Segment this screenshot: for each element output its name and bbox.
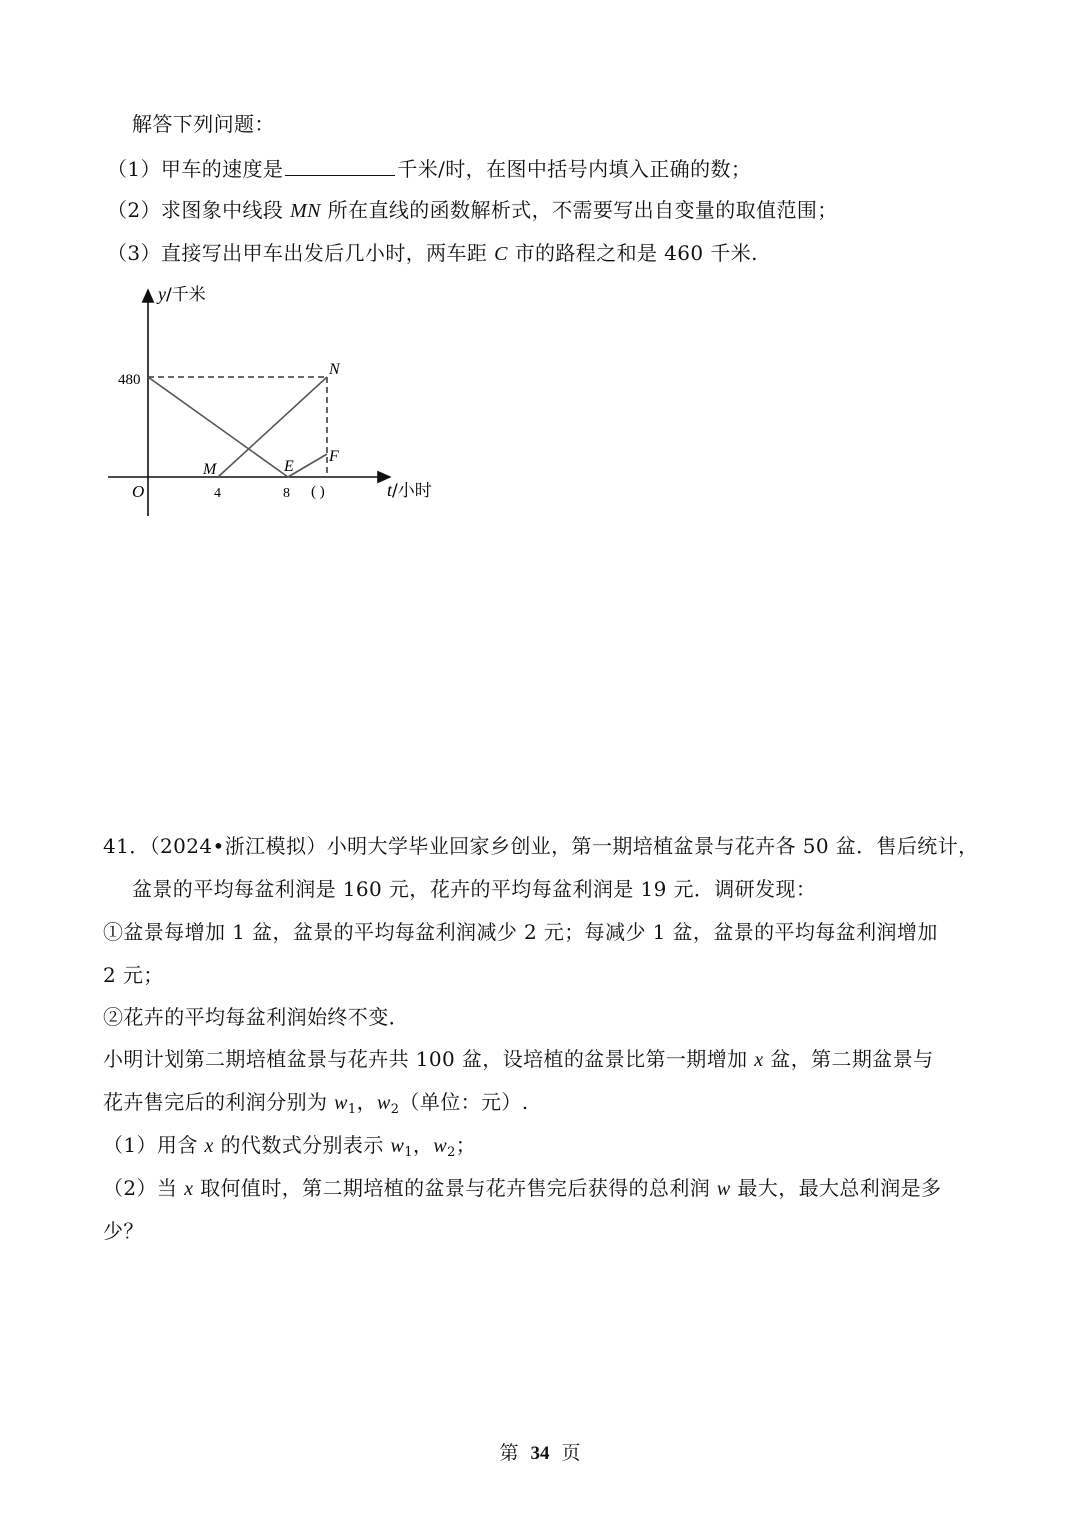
page-prefix: 第 <box>499 1442 519 1464</box>
q41-line6: 小明计划第二期培植盆景与花卉共 100 盆，设培植的盆景比第一期增加 x 盆，第二期盆景与 <box>103 1047 934 1071</box>
q41-line3: ①盆景每增加 1 盆，盆景的平均每盆利润减少 2 元；每减少 1 盆，盆景的平均每盆利润增加 <box>103 920 938 944</box>
x-axis-label: t/小时 <box>387 480 432 501</box>
q41-line4: 2 元； <box>103 963 164 987</box>
q41-part2-end: 少？ <box>103 1219 144 1243</box>
page-number: 34 <box>530 1443 550 1464</box>
x-tick-blank: ( ) <box>311 484 325 500</box>
q40-intro: 解答下列问题： <box>132 112 275 136</box>
y-axis-label: y/千米 <box>158 284 206 305</box>
x-tick-8: 8 <box>283 486 290 501</box>
page-footer <box>0 1440 1080 1467</box>
label-F: F <box>329 448 339 465</box>
distance-time-graph <box>100 278 440 523</box>
q41-line1: 41．（2024•浙江模拟）小明大学毕业回家乡创业，第一期培植盆景与花卉各 50 盆．售后统计， <box>103 834 979 858</box>
q41-line2: 盆景的平均每盆利润是 160 元，花卉的平均每盆利润是 19 元．调研发现： <box>132 877 817 901</box>
answer-blank <box>285 153 395 176</box>
q41-part2: （2）当 x 取何值时，第二期培植的盆景与花卉售完后获得的总利润 w 最大，最大总利润是多 <box>103 1176 942 1200</box>
x-tick-4: 4 <box>214 486 221 501</box>
label-N: N <box>329 361 340 378</box>
q41-line5: ②花卉的平均每盆利润始终不变． <box>103 1005 409 1029</box>
segment-EF <box>288 454 327 477</box>
q41-line7: 花卉售完后的利润分别为 $w_1$，$w_2$（单位：元）. <box>103 1090 529 1117</box>
q40-part3: （3）直接写出甲车出发后几小时，两车距 C 市的路程之和是 460 千米. <box>107 241 758 265</box>
q40-part2: （2）求图象中线段 MN 所在直线的函数解析式，不需要写出自变量的取值范围； <box>107 198 838 222</box>
page-suffix: 页 <box>561 1442 581 1464</box>
q41-part1: （1）用含 x 的代数式分别表示 $w_1$，$w_2$； <box>103 1133 477 1160</box>
label-M: M <box>203 461 217 478</box>
segment-480-to-E <box>148 377 288 477</box>
y-tick-480: 480 <box>118 372 141 388</box>
segment-MN <box>218 377 327 477</box>
label-E: E <box>284 458 294 475</box>
origin-label: O <box>132 482 145 501</box>
q40-part1: （1）甲车的速度是 千米/时，在图中括号内填入正确的数； <box>107 153 751 183</box>
